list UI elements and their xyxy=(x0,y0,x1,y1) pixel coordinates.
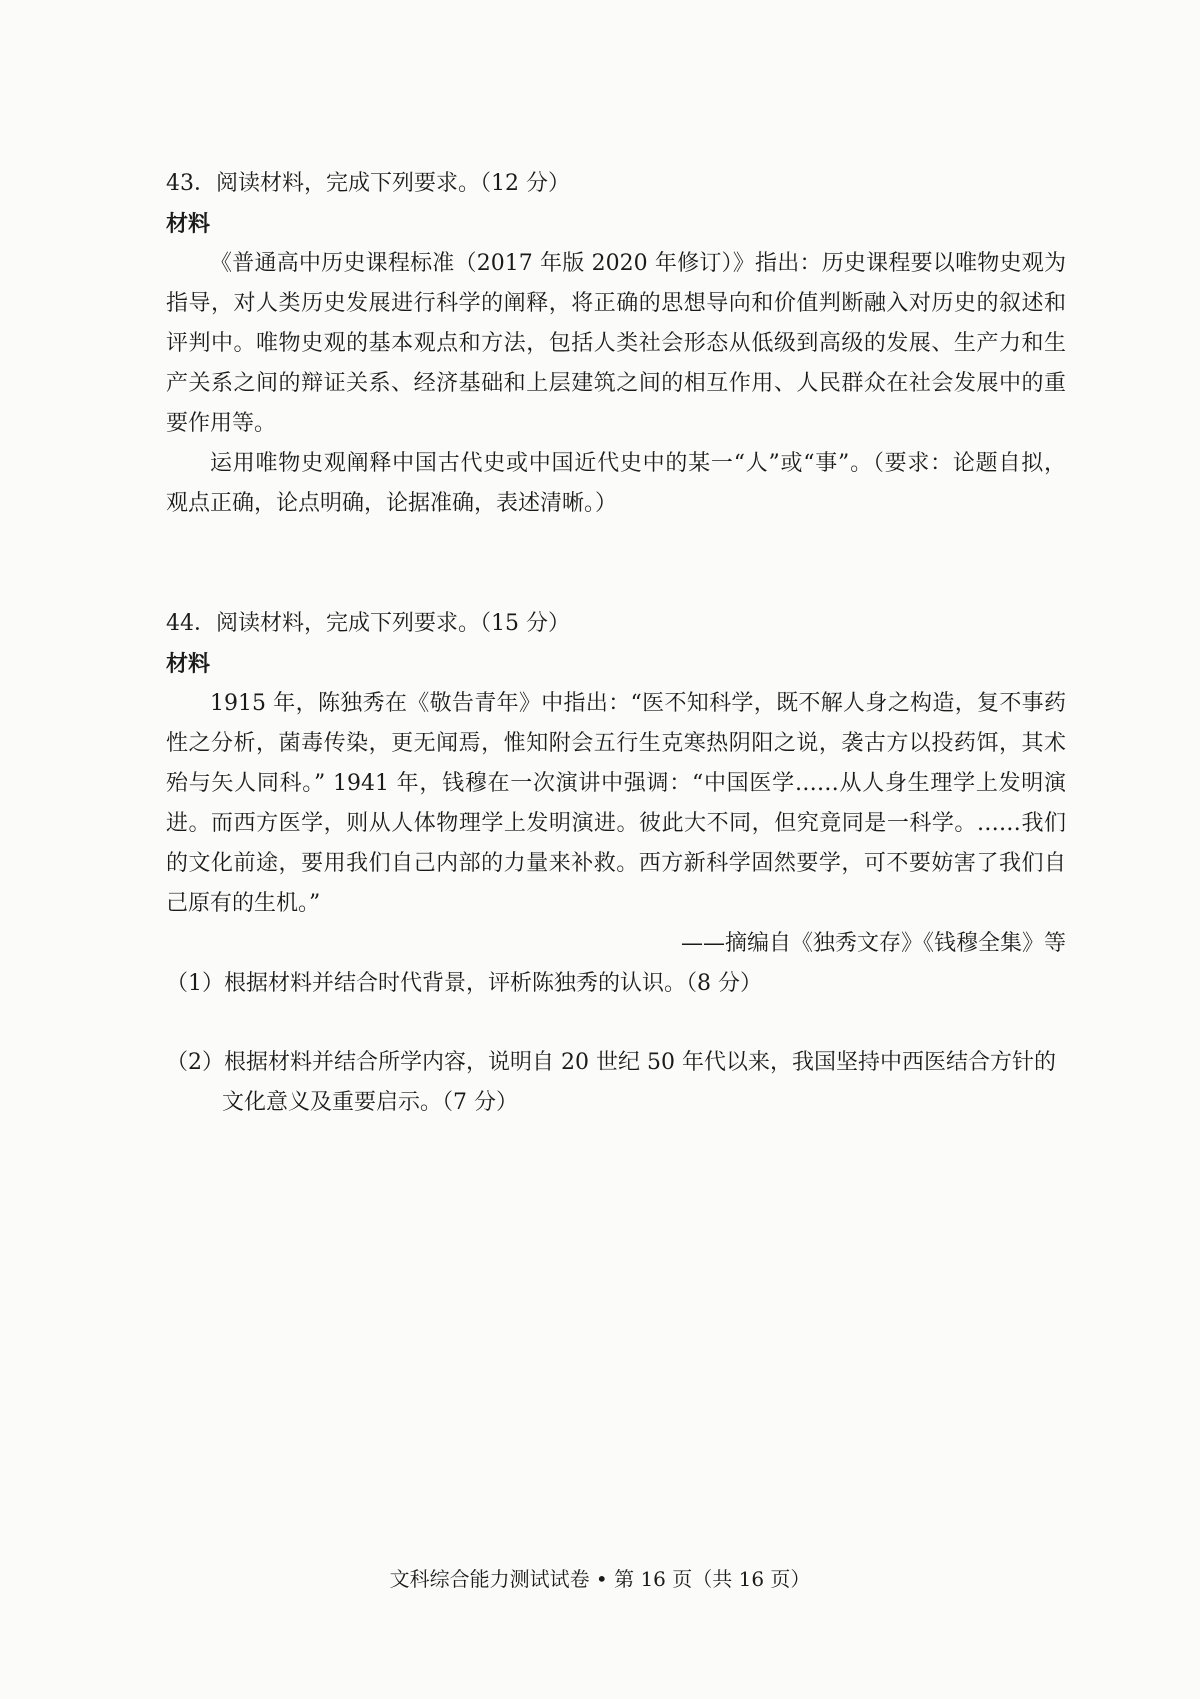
q44-title: 44．阅读材料，完成下列要求。（15 分） xyxy=(166,611,570,636)
page-footer: 文科综合能力测试试卷 • 第 16 页（共 16 页） xyxy=(389,1567,811,1591)
q43-material-line: 指导，对人类历史发展进行科学的阐释，将正确的思想导向和价值判断融入对历史的叙述和 xyxy=(166,291,1066,316)
q43-title: 43．阅读材料，完成下列要求。（12 分） xyxy=(166,171,570,196)
q44-material-line: 己原有的生机。” xyxy=(166,891,321,916)
q44-sub2-line: （2）根据材料并结合所学内容，说明自 20 世纪 50 年代以来，我国坚持中西医结合方针的 xyxy=(166,1050,1056,1075)
q43-material-label: 材料 xyxy=(166,211,211,237)
q44-material-line: 进。而西方医学，则从人体物理学上发明演进。彼此大不同，但究竟同是一科学。……我们 xyxy=(166,811,1066,836)
q44-material-label: 材料 xyxy=(166,651,211,677)
q43-material-line: 要作用等。 xyxy=(166,411,277,436)
q44-material-line: 1915 年，陈独秀在《敬告青年》中指出：“医不知科学，既不解人身之构造，复不事药 xyxy=(210,691,1066,716)
question-43 xyxy=(166,164,1066,524)
q43-material-line: 《普通高中历史课程标准（2017 年版 2020 年修订）》指出：历史课程要以唯物史观为 xyxy=(210,251,1066,276)
q44-subquestion-1: （1）根据材料并结合时代背景，评析陈独秀的认识。（8 分） xyxy=(166,971,762,996)
q43-task-line: 运用唯物史观阐释中国古代史或中国近代史中的某一“人”或“事”。（要求：论题自拟， xyxy=(210,451,1066,476)
q44-source-citation: ——摘编自《独秀文存》《钱穆全集》等 xyxy=(680,931,1066,956)
q44-subquestion-2 xyxy=(166,1043,1066,1123)
q44-sub2-line: 文化意义及重要启示。（7 分） xyxy=(222,1090,518,1115)
q44-material-line: 性之分析，菌毒传染，更无闻焉，惟知附会五行生克寒热阴阳之说，袭古方以投药饵，其术 xyxy=(166,731,1066,756)
q43-material-line: 产关系之间的辩证关系、经济基础和上层建筑之间的相互作用、人民群众在社会发展中的重 xyxy=(166,371,1066,396)
question-44 xyxy=(166,604,1066,1004)
q43-material-line: 评判中。唯物史观的基本观点和方法，包括人类社会形态从低级到高级的发展、生产力和生 xyxy=(166,331,1066,356)
q44-material-line: 殆与矢人同科。” 1941 年，钱穆在一次演讲中强调：“中国医学……从人身生理学上发明演 xyxy=(166,771,1066,796)
q44-material-line: 的文化前途，要用我们自己内部的力量来补救。西方新科学固然要学，可不要妨害了我们自 xyxy=(166,851,1066,876)
q43-task-line: 观点正确，论点明确，论据准确，表述清晰。） xyxy=(166,491,618,516)
